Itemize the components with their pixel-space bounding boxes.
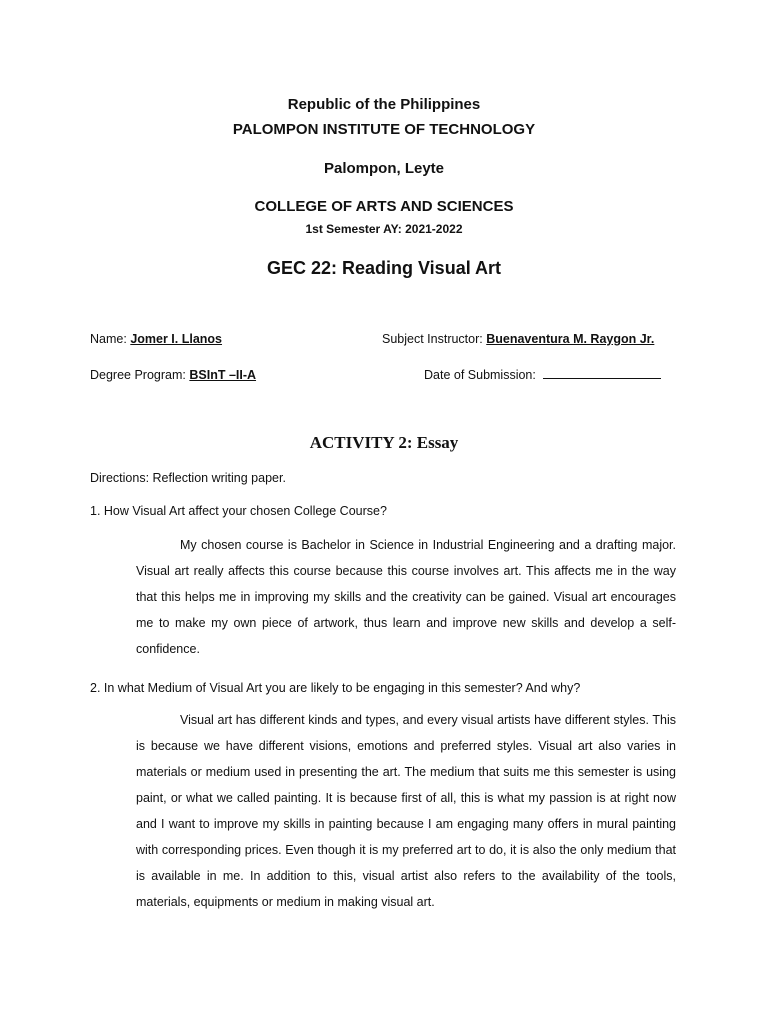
question-1: 1. How Visual Art affect your chosen College Course? [90, 504, 387, 518]
instructor-value: Buenaventura M. Raygon Jr. [486, 332, 655, 346]
instructor-label: Subject Instructor: [382, 332, 483, 346]
name-value: Jomer I. Llanos [130, 332, 223, 346]
program-value: BSInT –II-A [189, 368, 257, 382]
location-heading: Palompon, Leyte [323, 160, 445, 177]
name-field [90, 332, 222, 346]
course-title: GEC 22: Reading Visual Art [266, 258, 502, 278]
program-field [90, 368, 256, 382]
question-2: 2. In what Medium of Visual Art you are likely to be engaging in this semester? And why? [90, 681, 581, 695]
country-heading: Republic of the Philippines [287, 96, 481, 113]
answer-2: Visual art has different kinds and types, and every visual artists have different styles. This is because we have different visions, emotions and preferred styles. Visual art also varies in materials or medium used in presenting the art. The medium that suits me this semester is using paint, or what we called painting. It is because first of all, this is what my passion is at right now and I want to improve my skills in painting because I am engaging many offers in mural painting with corresponding prices. Even though it is my preferred art to do, it is also the only medium that is available in me. In addition to this, visual artist also refers to the availability of the tools, materials, equipments or medium in making visual art. [136, 713, 676, 909]
submission-field [424, 368, 661, 382]
submission-blank-line [543, 368, 661, 379]
answer-1: My chosen course is Bachelor in Science in Industrial Engineering and a drafting major. Visual art really affects this course because this course involves art. This affects me in the way that this helps me in improving my skills and the creativity can be gained. Visual art encourages me to make my own piece of artwork, thus learn and improve new skills and develop a self-confidence. [136, 538, 676, 656]
semester-heading: 1st Semester AY: 2021-2022 [305, 222, 463, 236]
directions-text: Directions: Reflection writing paper. [90, 471, 286, 485]
submission-label: Date of Submission: [424, 368, 536, 382]
institution-heading: PALOMPON INSTITUTE OF TECHNOLOGY [232, 121, 536, 138]
college-heading: COLLEGE OF ARTS AND SCIENCES [254, 198, 514, 215]
instructor-field [382, 332, 654, 346]
name-label: Name: [90, 332, 127, 346]
program-label: Degree Program: [90, 368, 186, 382]
activity-title: ACTIVITY 2: Essay [309, 433, 459, 452]
